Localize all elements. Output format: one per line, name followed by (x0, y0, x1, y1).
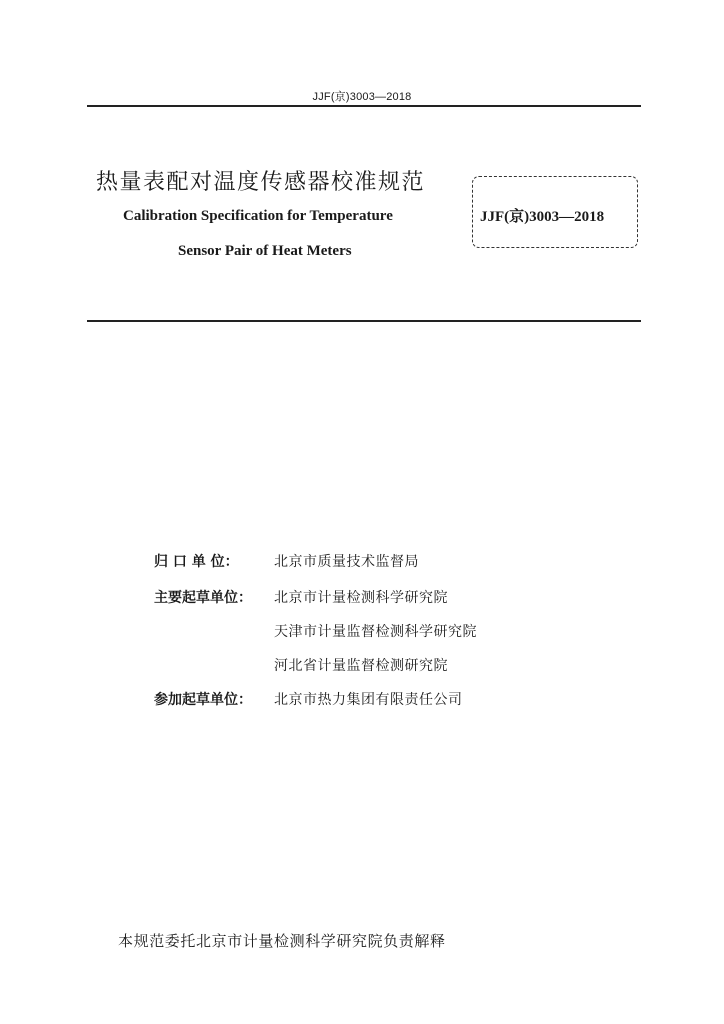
responsible-unit-label: 归 口 单 位： (154, 554, 239, 570)
participating-value: 北京市热力集团有限责任公司 (274, 692, 463, 708)
participating-row (154, 690, 463, 710)
footer-note: 本规范委托北京市计量检测科学研究院负责解释 (118, 932, 446, 950)
top-rule (87, 105, 641, 107)
main-drafting-row-3 (274, 656, 448, 676)
main-drafting-row (154, 588, 448, 608)
main-drafting-value-3: 河北省计量监督检测研究院 (274, 658, 448, 674)
responsible-unit-row (154, 552, 419, 572)
middle-rule (87, 320, 641, 322)
main-drafting-row-2 (274, 622, 477, 642)
responsible-unit-value: 北京市质量技术监督局 (274, 554, 419, 570)
main-drafting-label: 主要起草单位： (154, 590, 252, 606)
main-drafting-value-2: 天津市计量监督检测科学研究院 (274, 624, 477, 640)
title-chinese: 热量表配对温度传感器校准规范 (96, 170, 426, 195)
main-drafting-value-1: 北京市计量检测科学研究院 (274, 590, 448, 606)
header-code: JJF(京)3003—2018 (312, 91, 412, 103)
code-box-text: JJF(京)3003—2018 (480, 209, 605, 225)
title-english-line2: Sensor Pair of Heat Meters (178, 243, 352, 259)
participating-label: 参加起草单位： (154, 692, 252, 708)
title-english-line1: Calibration Specification for Temperature (123, 208, 393, 224)
